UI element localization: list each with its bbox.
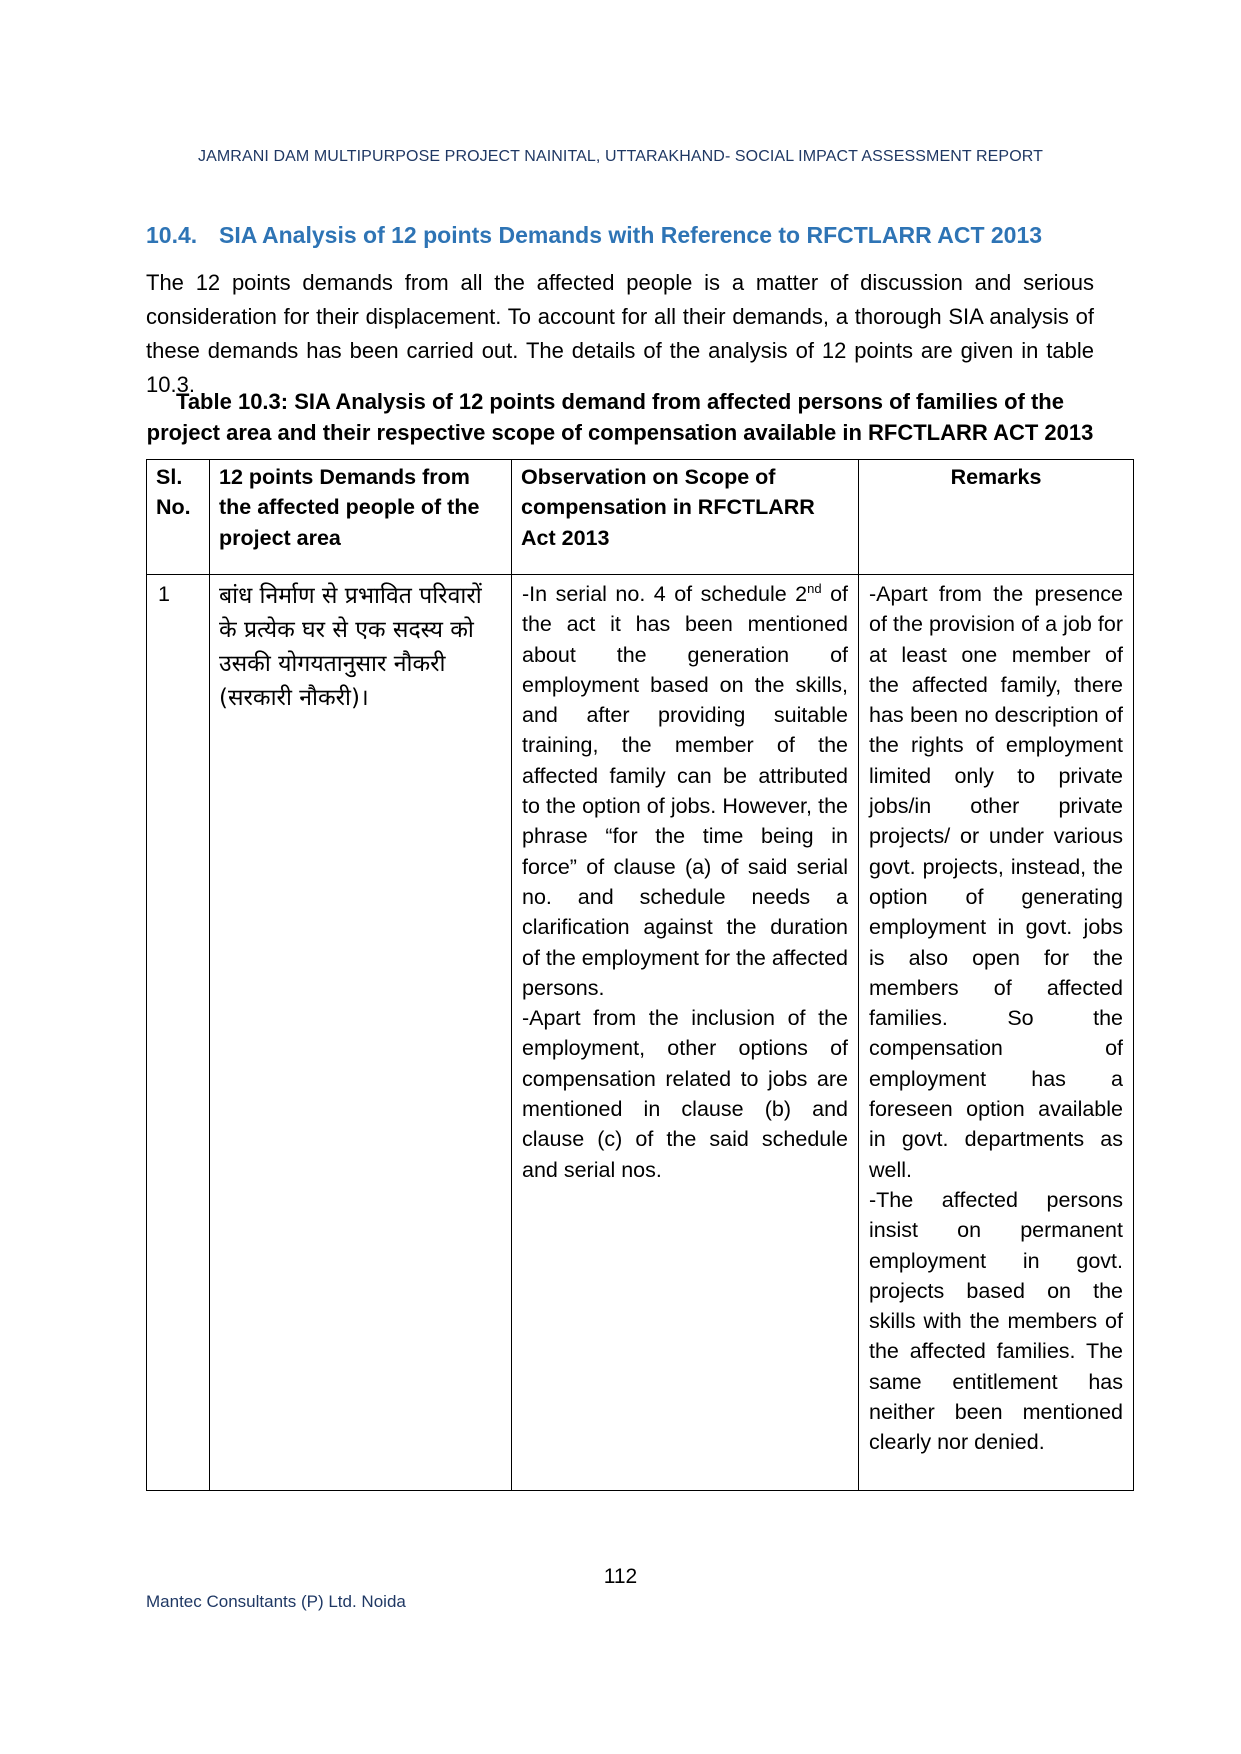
header-observation: Observation on Scope of compensation in RFCTLARR Act 2013 xyxy=(512,460,859,575)
sia-analysis-table xyxy=(146,459,1134,1491)
header-sl-no: Sl. No. xyxy=(147,460,210,575)
running-header: JAMRANI DAM MULTIPURPOSE PROJECT NAINITAL, UTTARAKHAND- SOCIAL IMPACT ASSESSMENT REPORT xyxy=(198,148,1043,165)
table-caption xyxy=(130,386,1110,448)
observation-p1-text-b: of the act it has been mentioned about the generation of employment based on the skills, and after providing suitable training, the member of the affected family can be attributed to the option of jobs. However, the phrase “for the time being in force” of clause (a) of said serial no. and schedule needs a clarification against the duration of the employment for the affected persons. xyxy=(522,582,849,1000)
cell-sl-no: 1 xyxy=(147,575,210,1491)
cell-observation xyxy=(512,575,859,1491)
header-demands: 12 points Demands from the affected people of the project area xyxy=(210,460,512,575)
cell-demand: बांध निर्माण से प्रभावित परिवारों के प्रत्येक घर से एक सदस्य को उसकी योगयतानुसार नौकरी (सरकारी नौकरी)। xyxy=(210,575,512,1491)
remarks-paragraph-2: -The affected persons insist on permanent employment in govt. projects based on the skills with the members of the affected families. The same entitlement has neither been mentioned clearly nor denied. xyxy=(869,1187,1123,1455)
cell-remarks xyxy=(859,575,1134,1491)
header-remarks: Remarks xyxy=(859,460,1134,575)
table-caption-line-1: Table 10.3: SIA Analysis of 12 points demand from affected persons of families of the xyxy=(176,389,1064,414)
remarks-paragraph-1: -Apart from the presence of the provision of a job for at least one member of the affected family, there has been no description of the rights of employment limited only to private jobs/in other private projects/ or under various govt. projects, instead, the option of generating employment in govt. jobs is also open for the members of affected families. So the compensation of employment has a foreseen option available in govt. departments as well. xyxy=(869,582,1123,1182)
table-caption-line-2: project area and their respective scope of compensation available in RFCTLARR ACT 2013 xyxy=(146,420,1094,445)
observation-paragraph-1 xyxy=(522,579,848,1003)
table-row xyxy=(147,575,1134,1491)
ordinal-superscript: nd xyxy=(807,580,822,596)
intro-paragraph: The 12 points demands from all the affected people is a matter of discussion and serious consideration for their displacement. To account for all their demands, a thorough SIA analysis of these demands has been carried out. The details of the analysis of 12 points are given in table 10.3. xyxy=(146,270,1094,397)
page-number: 112 xyxy=(603,1565,638,1588)
observation-paragraph-2: -Apart from the inclusion of the employment, other options of compensation related to jobs are mentioned in clause (b) and clause (c) of the said schedule and serial nos. xyxy=(522,1006,848,1182)
section-title: SIA Analysis of 12 points Demands with Reference to RFCTLARR ACT 2013 xyxy=(219,222,1043,248)
section-heading xyxy=(146,222,1042,249)
table-header-row xyxy=(147,460,1134,575)
observation-p1-text-a: -In serial no. 4 of schedule 2 xyxy=(522,582,808,606)
footer-company: Mantec Consultants (P) Ltd. Noida xyxy=(146,1592,406,1611)
section-number: 10.4. xyxy=(146,222,198,248)
